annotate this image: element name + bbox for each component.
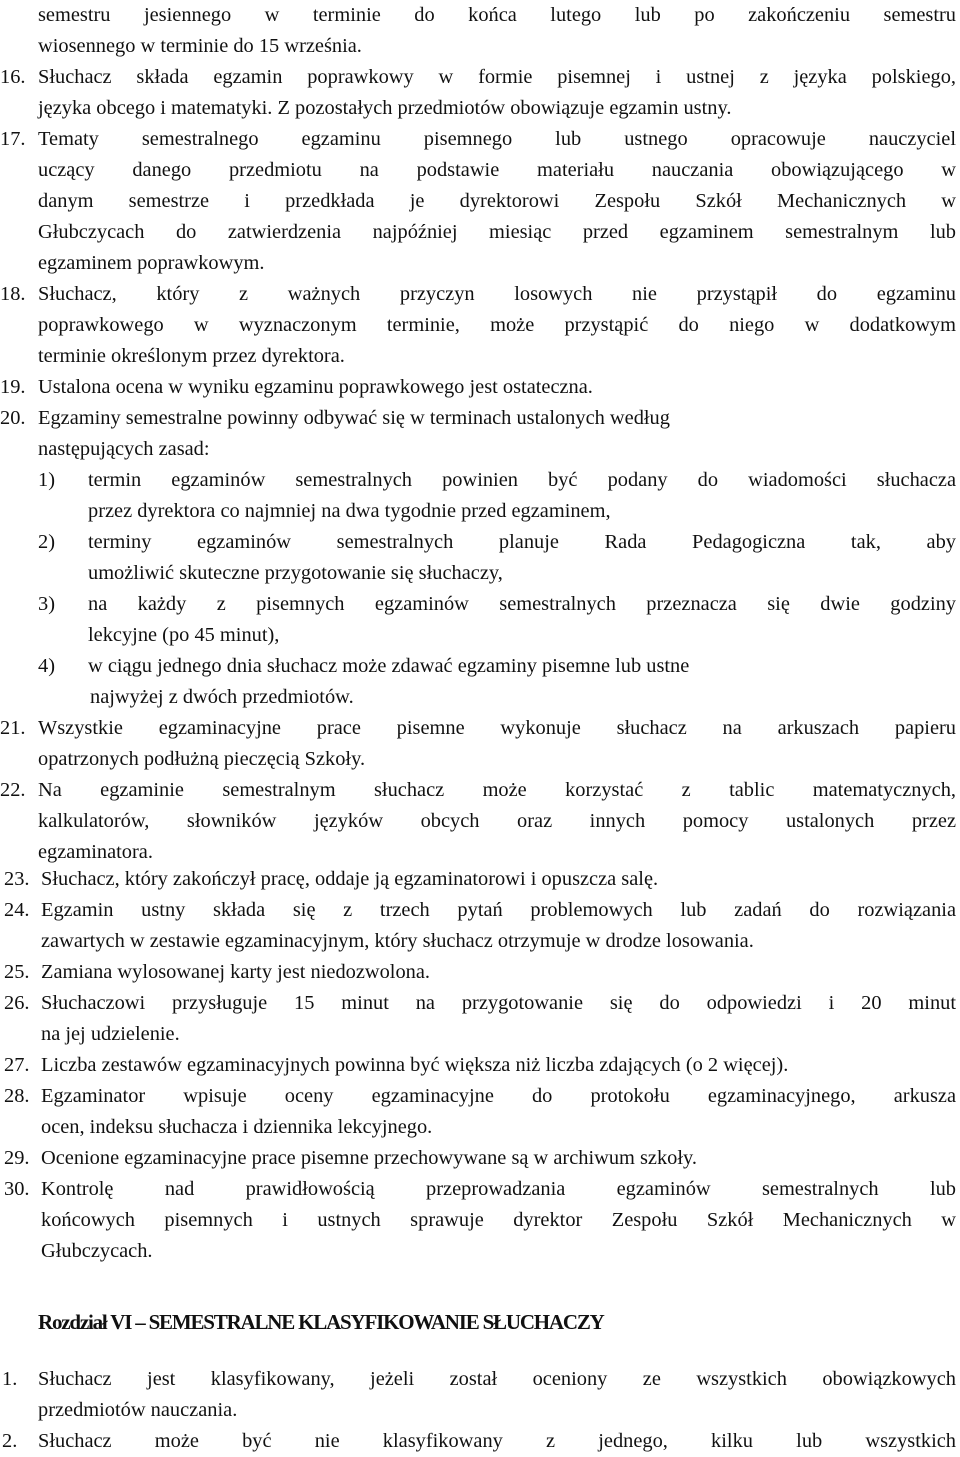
- paragraph-number: 28.: [4, 1085, 30, 1107]
- paragraph-number: 25.: [4, 961, 30, 983]
- paragraph-text: Słuchacz, który zakończył pracę, oddaje ją egzaminatorowi i opuszcza salę.: [41, 868, 659, 890]
- paragraph-line: [0, 124, 960, 155]
- paragraph-line: [0, 1081, 960, 1112]
- paragraph-text: zawartych w zestawie egzaminacyjnym, który słuchacz otrzymuje w drodze losowania.: [41, 930, 754, 952]
- paragraph-text: wiosennego w terminie do 15 września.: [38, 35, 362, 57]
- paragraph-text: języka obcego i matematyki. Z pozostałych przedmiotów obowiązuje egzamin ustny.: [38, 97, 732, 119]
- paragraph-number: 27.: [4, 1054, 30, 1076]
- paragraph-text: Tematy semestralnego egzaminu pisemnego lub ustnego opracowuje nauczyciel: [38, 128, 956, 150]
- paragraph-line: [0, 527, 960, 558]
- chapter-paragraph-line: [0, 1395, 960, 1426]
- chapter-paragraph-line: [0, 1364, 960, 1395]
- chapter-paragraph-line: [0, 1426, 960, 1457]
- paragraph-line: [0, 957, 960, 988]
- paragraph-text: następujących zasad:: [38, 438, 210, 460]
- paragraph-number: 19.: [0, 376, 26, 398]
- paragraph-line: [0, 713, 960, 744]
- paragraph-line: [0, 1112, 960, 1143]
- paragraph-line: [0, 62, 960, 93]
- chapter-heading: Rozdział VI – SEMESTRALNE KLASYFIKOWANIE SŁUCHACZY: [38, 1310, 604, 1334]
- paragraph-text: Kontrolę nad prawidłowością przeprowadzania egzaminów semestralnych lub: [41, 1178, 956, 1200]
- paragraph-text: najwyżej z dwóch przedmiotów.: [90, 686, 354, 708]
- paragraph-number: 22.: [0, 779, 26, 801]
- paragraph-number: 20.: [0, 407, 26, 429]
- paragraph-line: [0, 31, 960, 62]
- chapter-paragraph-text: Słuchacz jest klasyfikowany, jeżeli został oceniony ze wszystkich obowiązkowych: [38, 1368, 956, 1390]
- paragraph-number: 3): [38, 593, 55, 615]
- paragraph-line: [0, 682, 960, 713]
- paragraph-line: [0, 744, 960, 775]
- paragraph-text: Wszystkie egzaminacyjne prace pisemne wykonuje słuchacz na arkuszach papieru: [38, 717, 956, 739]
- paragraph-text: na każdy z pisemnych egzaminów semestralnych przeznacza się dwie godziny: [88, 593, 956, 615]
- paragraph-line: [0, 465, 960, 496]
- paragraph-line: [0, 372, 960, 403]
- paragraph-line: [0, 434, 960, 465]
- paragraph-number: 30.: [4, 1178, 30, 1200]
- paragraph-text: końcowych pisemnych i ustnych sprawuje dyrektor Zespołu Szkół Mechanicznych w: [41, 1209, 956, 1231]
- paragraph-line: [0, 403, 960, 434]
- paragraph-line: [0, 895, 960, 926]
- paragraph-number: 29.: [4, 1147, 30, 1169]
- paragraph-line: [0, 93, 960, 124]
- paragraph-line: [0, 558, 960, 589]
- paragraph-number: 24.: [4, 899, 30, 921]
- paragraph-number: 1): [38, 469, 55, 491]
- chapter-paragraph-number: 2.: [2, 1430, 18, 1452]
- paragraph-text: termin egzaminów semestralnych powinien być podany do wiadomości słuchacza: [88, 469, 956, 491]
- paragraph-text: kalkulatorów, słowników języków obcych oraz innych pomocy ustalonych przez: [38, 810, 956, 832]
- paragraph-line: [0, 1050, 960, 1081]
- paragraph-text: Słuchacz składa egzamin poprawkowy w formie pisemnej i ustnej z języka polskiego,: [38, 66, 956, 88]
- paragraph-text: poprawkowego w wyznaczonym terminie, może przystąpić do niego w dodatkowym: [38, 314, 956, 336]
- paragraph-line: [0, 248, 960, 279]
- paragraph-text: Egzamin ustny składa się z trzech pytań problemowych lub zadań do rozwiązania: [41, 899, 956, 921]
- paragraph-line: [0, 217, 960, 248]
- paragraph-text: ocen, indeksu słuchacza i dziennika lekcyjnego.: [41, 1116, 433, 1138]
- paragraph-number: 4): [38, 655, 55, 677]
- paragraph-line: [0, 1174, 960, 1205]
- paragraph-line: [0, 1019, 960, 1050]
- paragraph-text: Egzaminy semestralne powinny odbywać się w terminach ustalonych według: [38, 407, 670, 429]
- chapter-paragraph-text: Słuchacz może być nie klasyfikowany z jednego, kilku lub wszystkich: [38, 1430, 956, 1452]
- paragraph-line: [0, 988, 960, 1019]
- paragraph-text: umożliwić skuteczne przygotowanie się słuchaczy,: [88, 562, 503, 584]
- paragraph-text: Słuchacz, który z ważnych przyczyn losowych nie przystąpił do egzaminu: [38, 283, 956, 305]
- paragraph-number: 16.: [0, 66, 26, 88]
- paragraph-line: [0, 589, 960, 620]
- paragraph-line: [0, 1205, 960, 1236]
- paragraph-line: [0, 1143, 960, 1174]
- paragraph-text: Ocenione egzaminacyjne prace pisemne przechowywane są w archiwum szkoły.: [41, 1147, 697, 1169]
- paragraph-number: 23.: [4, 868, 30, 890]
- paragraph-number: 21.: [0, 717, 26, 739]
- paragraph-line: [0, 806, 960, 837]
- paragraph-line: [0, 0, 960, 31]
- paragraph-text: danym semestrze i przedkłada je dyrektorowi Zespołu Szkół Mechanicznych w: [38, 190, 956, 212]
- paragraph-text: opatrzonych podłużną pieczęcią Szkoły.: [38, 748, 366, 770]
- paragraph-line: [0, 496, 960, 527]
- paragraph-text: Głubczycach.: [41, 1240, 153, 1262]
- paragraph-text: egzaminatora.: [38, 841, 153, 863]
- paragraph-line: [0, 341, 960, 372]
- paragraph-text: Egzaminator wpisuje oceny egzaminacyjne do protokołu egzaminacyjnego, arkusza: [41, 1085, 956, 1107]
- paragraph-text: Głubczycach do zatwierdzenia najpóźniej miesiąc przed egzaminem semestralnym lub: [38, 221, 956, 243]
- paragraph-line: [0, 651, 960, 682]
- paragraph-text: egzaminem poprawkowym.: [38, 252, 265, 274]
- paragraph-text: terminie określonym przez dyrektora.: [38, 345, 345, 367]
- paragraph-line: [0, 620, 960, 651]
- paragraph-number: 2): [38, 531, 55, 553]
- paragraph-text: przez dyrektora co najmniej na dwa tygodnie przed egzaminem,: [88, 500, 611, 522]
- chapter-paragraph-text: przedmiotów nauczania.: [38, 1399, 238, 1421]
- paragraph-line: [0, 775, 960, 806]
- paragraph-text: Na egzaminie semestralnym słuchacz może korzystać z tablic matematycznych,: [38, 779, 956, 801]
- paragraph-text: na jej udzielenie.: [41, 1023, 180, 1045]
- paragraph-text: semestru jesiennego w terminie do końca lutego lub po zakończeniu semestru: [38, 4, 956, 26]
- chapter-paragraph-number: 1.: [2, 1368, 18, 1390]
- paragraph-text: uczący danego przedmiotu na podstawie materiału nauczania obowiązującego w: [38, 159, 956, 181]
- paragraph-number: 17.: [0, 128, 26, 150]
- paragraph-text: Ustalona ocena w wyniku egzaminu poprawkowego jest ostateczna.: [38, 376, 593, 398]
- paragraph-text: terminy egzaminów semestralnych planuje Rada Pedagogiczna tak, aby: [88, 531, 956, 553]
- paragraph-line: [0, 310, 960, 341]
- paragraph-number: 18.: [0, 283, 26, 305]
- paragraph-line: [0, 926, 960, 957]
- paragraph-line: [0, 186, 960, 217]
- paragraph-text: Słuchaczowi przysługuje 15 minut na przygotowanie się do odpowiedzi i 20 minut: [41, 992, 956, 1014]
- paragraph-line: [0, 864, 960, 895]
- paragraph-number: 26.: [4, 992, 30, 1014]
- paragraph-line: [0, 155, 960, 186]
- paragraph-text: Liczba zestawów egzaminacyjnych powinna być większa niż liczba zdających (o 2 więcej).: [41, 1054, 789, 1076]
- paragraph-line: [0, 279, 960, 310]
- paragraph-text: Zamiana wylosowanej karty jest niedozwolona.: [41, 961, 431, 983]
- paragraph-text: lekcyjne (po 45 minut),: [88, 624, 280, 646]
- paragraph-text: w ciągu jednego dnia słuchacz może zdawać egzaminy pisemne lub ustne: [88, 655, 690, 677]
- paragraph-line: [0, 1236, 960, 1267]
